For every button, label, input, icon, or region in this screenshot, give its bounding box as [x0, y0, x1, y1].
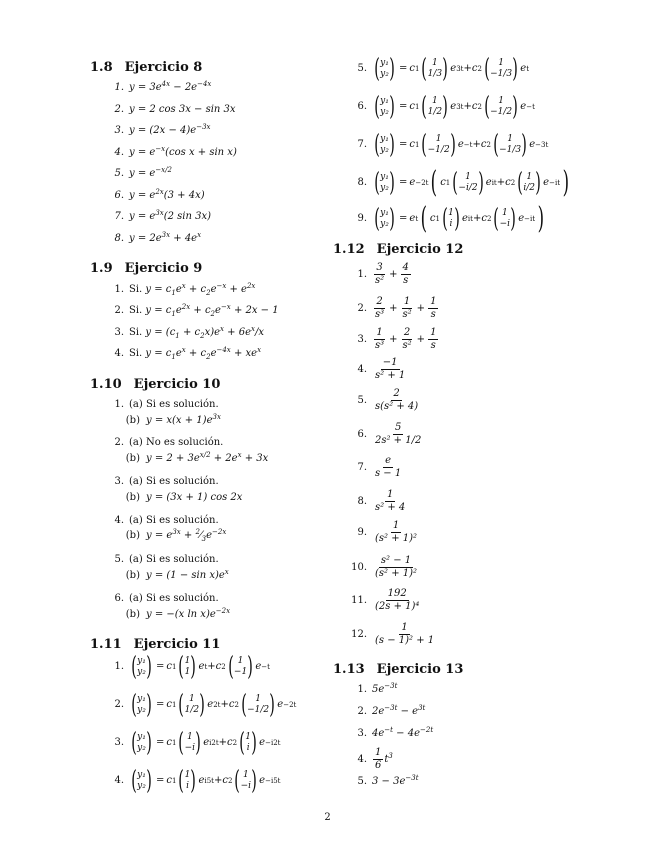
answer-1-10-4b: (b) $y = e^{3x}$ + $^2⁄_3e^{-2x}$: [125, 528, 227, 543]
answer-1-11-8: 8. ( y₁ y₂ ) = e −2t ( c 1 ( 1 −i/2 ) e it + c 2 ( 1 i/2 ) e −it ): [357, 165, 570, 200]
y-vector: ( y₁ y₂ ): [131, 652, 152, 682]
eigenvector-2: ( 1 i/2 ): [517, 168, 541, 198]
y-vector: ( y₁ y₂ ): [374, 92, 395, 122]
answer-1-8-2: 2. y = 2 cos 3x − sin 3x: [114, 104, 236, 115]
answer-1-11-9: 9. ( y₁ y₂ ) = e t ( c 1 ( 1 i ) e it + c 2 ( 1 −i ) e −it ): [357, 201, 545, 236]
answer-1-12-3: 3. $\frac{1}{\text{s³}}$ + $\frac{2}{\text{s²}}$ + $\frac{1}{s}$: [357, 327, 437, 351]
page-number: 2: [324, 812, 331, 823]
fraction: $\frac{1}{\text{(s − 1)² + 1}}$: [375, 622, 435, 646]
y-vector: ( y₁ y₂ ): [131, 766, 152, 796]
answer-1-13-5: 5. $3 - 3e^{-3t}$: [357, 774, 419, 787]
eigenvector-1: ( 1 −1/2 ): [421, 130, 456, 160]
y-vector: ( y₁ y₂ ): [374, 54, 395, 84]
fraction: $\frac{1}{\text{(s² + 1)²}}$: [375, 520, 418, 544]
answer-1-8-4: 4. $y = e^{-x}(\cos$ x + sin x): [114, 145, 237, 158]
y-vector: ( y₁ y₂ ): [131, 690, 152, 720]
answer-1-12-9: 9. $\frac{1}{\text{(s² + 1)²}}$: [357, 520, 418, 544]
fraction: $\frac{2}{\text{s³}}$: [375, 296, 385, 320]
answer-1-9-3: 3. Si. $y = (c_1 + c_2x)e^x + 6e^x/x$: [114, 325, 264, 340]
eigenvector-2: ( 1 −1/3 ): [484, 54, 519, 84]
answer-1-12-4: 4. $\frac{-1}{\text{s² + 1}}$: [357, 357, 406, 381]
section-1-9-heading: 1.9 Ejercicio 9: [90, 261, 203, 276]
section-1-8-heading: 1.8 Ejercicio 8: [90, 60, 203, 75]
answer-1-13-3: 3. $4e^{-t} - 4e^{-2t}$: [357, 726, 434, 739]
answer-1-8-5: 5. $y = e^{-x/2}$: [114, 166, 172, 179]
fraction: $\frac{2}{\text{s²}}$: [402, 327, 412, 351]
section-1-10-heading: 1.10 Ejercicio 10: [90, 377, 221, 392]
eigenvector-1: ( 1 1/3 ): [421, 54, 448, 84]
eigenvector-2: ( 1 −i ): [234, 766, 257, 796]
answer-1-12-10: 10. $\frac{\text{s² − 1}}{\text{(s² + 1)²}}$: [351, 555, 418, 579]
section-1-12-heading: 1.12 Ejercicio 12: [333, 242, 464, 257]
answer-1-12-5: 5. $\frac{2}{\text{s(s² + 4)}}$: [357, 388, 419, 412]
answer-1-9-1: 1. Si. $y = c_1e^x + c_2e^{-x} + e^{2x}$: [114, 282, 256, 297]
section-1-11-heading: 1.11 Ejercicio 11: [90, 637, 221, 652]
answer-1-10-5b: (b) $y = (1 - \sin x)e^x$: [125, 568, 229, 581]
y-vector: ( y₁ y₂ ): [374, 204, 395, 234]
y-vector: ( y₁ y₂ ): [374, 168, 395, 198]
answer-1-8-6: 6. $y = e^{2x}(3 + 4x)$: [114, 188, 205, 201]
eigenvector-1: ( 1 −i/2 ): [452, 168, 484, 198]
answer-1-11-6: 6. ( y₁ y₂ ) = c 1 ( 1 1/2 ) e 3t + c 2 ( 1 −1/2 ) e −t: [357, 92, 535, 122]
answer-1-11-2: 2. ( y₁ y₂ ) = c 1 ( 1 1/2 ) e 2t + c 2 ( 1 −1/2 ) e −2t: [114, 690, 297, 720]
eigenvector-2: ( 1 −1/2 ): [241, 690, 276, 720]
fraction: $\frac{5}{\text{2s² + 1/2}}$: [375, 422, 422, 446]
fraction: $\frac{1}{s}$: [430, 327, 437, 351]
answer-1-11-4: 4. ( y₁ y₂ ) = c 1 ( 1 i ) e i5t + c 2 ( 1 −i ) e −i5t: [114, 766, 281, 796]
answer-1-12-8: 8. $\frac{1}{\text{s² + 4}}$: [357, 489, 406, 513]
eigenvector-1: ( 1 1/2 ): [178, 690, 205, 720]
answer-1-10-3b: (b) y = (3x + 1) cos 2x: [125, 492, 243, 503]
answer-1-8-8: 8. $y = 2e^{3x} + 4e^x$: [114, 231, 202, 244]
y-vector: ( y₁ y₂ ): [374, 130, 395, 160]
answer-1-13-4: 4. $\frac{1}{6}$ $t^3$: [357, 747, 393, 771]
fraction: $\frac{3}{\text{s²}}$: [375, 262, 385, 286]
eigenvector-2: ( 1 −i ): [493, 204, 516, 234]
fraction: $\frac{192}{\text{(2s + 1)⁴}}$: [375, 588, 420, 612]
answer-1-10-1b: (b) $y = x(x + 1)e^{3x}$: [125, 413, 221, 426]
eigenvector-1: ( 1 −i ): [178, 728, 201, 758]
eigenvector-1: ( 1 1/2 ): [421, 92, 448, 122]
answer-1-10-2a: 2. (a) No es solución.: [114, 437, 224, 448]
eigenvector-2: ( 1 −1/3 ): [493, 130, 527, 160]
answer-1-8-7: 7. $y = e^{3x}(2$ sin 3x): [114, 209, 212, 222]
fraction: $\frac{2}{\text{s(s² + 4)}}$: [375, 388, 419, 412]
answer-1-13-2: 2. $2e^{-3t} - e^{3t}$: [357, 704, 426, 717]
eigenvector-2: ( 1 −1 ): [228, 652, 254, 682]
eigenvector-2: ( 1 i ): [239, 728, 257, 758]
answer-1-12-7: 7. $\frac{e}{s - 1}$: [357, 455, 402, 479]
answer-1-11-5: 5. ( y₁ y₂ ) = c 1 ( 1 1/3 ) e 3t + c 2 ( 1 −1/3 ) e t: [357, 54, 530, 84]
answer-1-12-11: 11. $\frac{192}{\text{(2s + 1)⁴}}$: [351, 588, 420, 612]
fraction: $\frac{4}{s}$: [402, 262, 409, 286]
answer-1-12-2: 2. $\frac{2}{\text{s³}}$ + $\frac{1}{\text{s²}}$ + $\frac{1}{s}$: [357, 296, 437, 320]
fraction: $\frac{1}{\text{s² + 4}}$: [375, 489, 406, 513]
fraction: $\frac{-1}{\text{s² + 1}}$: [375, 357, 406, 381]
answer-1-9-2: 2. Si. $y = c_1e^{2x} + c_2e^{-x} + 2x - 1$: [114, 303, 279, 318]
answer-1-10-6b: (b) y = −(x $\ln x)e^{-2x}$: [125, 607, 231, 620]
answer-1-8-1: 1. $y = 3e^{4x} - 2e^{-4x}$: [114, 80, 212, 93]
answer-1-8-3: 3. $y = (2x - 4)e^{-3x}$: [114, 123, 211, 136]
eigenvector-1: ( 1 i ): [442, 204, 460, 234]
answer-1-13-1: 1. $5e^{-3t}$: [357, 682, 398, 695]
answer-1-9-4: 4. Si. $y = c_1e^x + c_2e^{-4x} + xe^x$: [114, 346, 262, 361]
answer-1-10-5a: 5. (a) Si es solución.: [114, 554, 219, 565]
eigenvector-1: ( 1 i ): [178, 766, 197, 796]
answer-1-12-6: 6. $\frac{5}{\text{2s² + 1/2}}$: [357, 422, 422, 446]
eigenvector-2: ( 1 −1/2 ): [484, 92, 519, 122]
answer-1-10-1a: 1. (a) Si es solución.: [114, 399, 219, 410]
answer-1-11-3: 3. ( y₁ y₂ ) = c 1 ( 1 −i ) e i2t + c 2 ( 1 i ) e −i2t: [114, 728, 281, 758]
fraction: $\frac{e}{s - 1}$: [375, 455, 402, 479]
answer-1-10-4a: 4. (a) Si es solución.: [114, 515, 219, 526]
eigenvector-1: ( 1 1 ): [178, 652, 197, 682]
fraction: $\frac{1}{\text{s²}}$: [402, 296, 412, 320]
answer-1-12-1: 1. $\frac{3}{\text{s²}}$ + $\frac{4}{s}$: [357, 262, 409, 286]
section-1-13-heading: 1.13 Ejercicio 13: [333, 662, 464, 677]
answer-1-12-12: 12. $\frac{1}{\text{(s − 1)² + 1}}$: [351, 622, 435, 646]
fraction: $\frac{\text{s² − 1}}{\text{(s² + 1)²}}$: [375, 555, 418, 579]
answer-1-10-2b: (b) $y = 2 + 3e^{x/2} + 2e^x + 3x$: [125, 451, 269, 464]
y-vector: ( y₁ y₂ ): [131, 728, 152, 758]
answer-1-11-7: 7. ( y₁ y₂ ) = c 1 ( 1 −1/2 ) e −t + c 2 ( 1 −1/3 ) e −3t: [357, 130, 549, 160]
fraction: $\frac{1}{\text{s³}}$: [375, 327, 385, 351]
answer-1-11-1: 1. ( y₁ y₂ ) = c 1 ( 1 1 ) e t + c 2 ( 1 −1 ) e −t: [114, 652, 270, 682]
answer-1-10-3a: 3. (a) Si es solución.: [114, 476, 219, 487]
fraction: $\frac{1}{s}$: [430, 296, 437, 320]
answer-1-10-6a: 6. (a) Si es solución.: [114, 593, 219, 604]
